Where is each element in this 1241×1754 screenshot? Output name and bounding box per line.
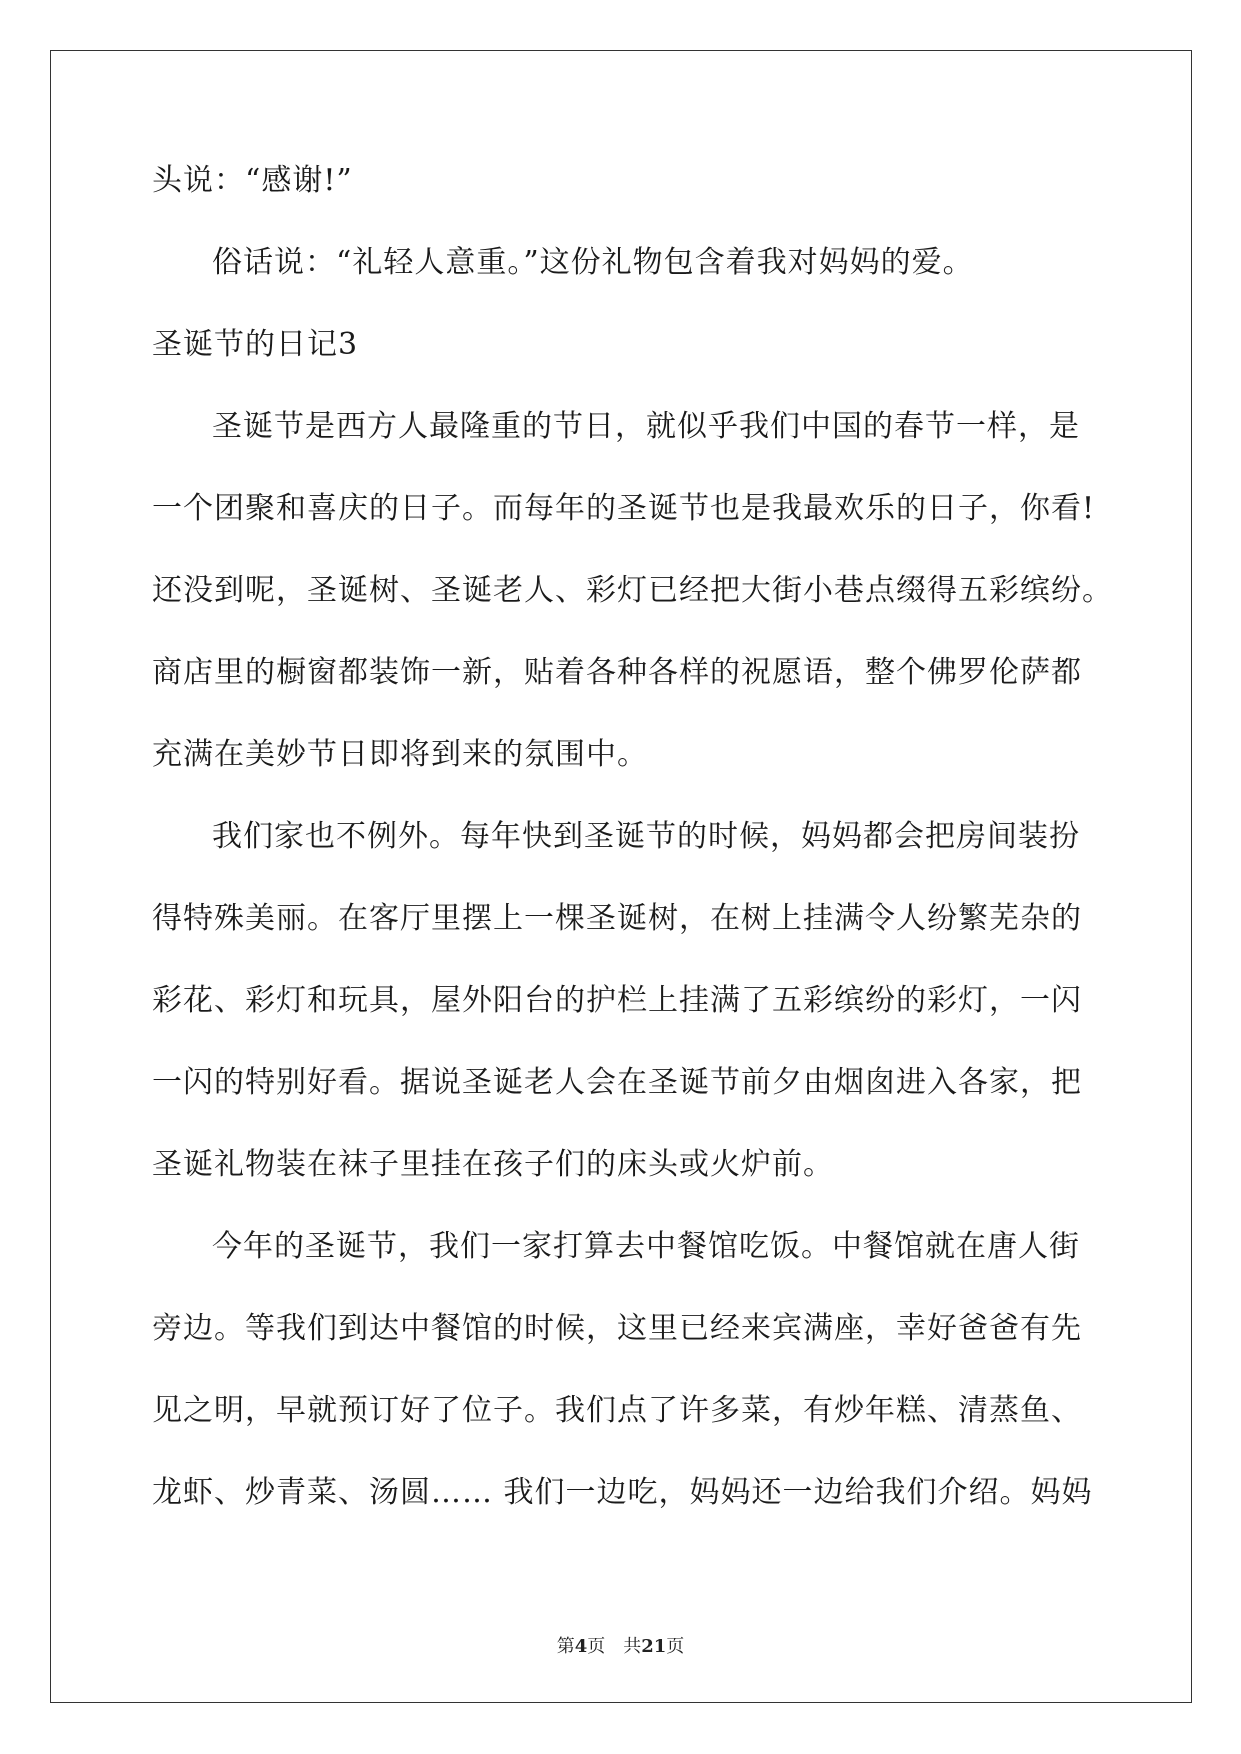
text-line: 一闪的特别好看。据说圣诞老人会在圣诞节前夕由烟囱进入各家，把 [152, 1065, 1082, 1100]
footer-suffix: 页 [666, 1636, 685, 1657]
text-line: 圣诞节是西方人最隆重的节日，就似乎我们中国的春节一样，是 [212, 409, 1080, 444]
footer-prefix: 第 [556, 1636, 575, 1657]
text-line: 旁边。等我们到达中餐馆的时候，这里已经来宾满座，幸好爸爸有先 [152, 1311, 1082, 1346]
text-line: 龙虾、炒青菜、汤圆…… 我们一边吃，妈妈还一边给我们介绍。妈妈 [152, 1475, 1093, 1510]
text-line: 我们家也不例外。每年快到圣诞节的时候，妈妈都会把房间装扮 [212, 819, 1080, 854]
document-body [152, 163, 1113, 1558]
text-line: 得特殊美丽。在客厅里摆上一棵圣诞树，在树上挂满令人纷繁芜杂的 [152, 901, 1082, 936]
section-heading: 圣诞节的日记3 [152, 327, 359, 362]
text-line: 充满在美妙节日即将到来的氛围中。 [152, 737, 648, 772]
text-line: 俗话说：“礼轻人意重。”这份礼物包含着我对妈妈的爱。 [212, 245, 974, 280]
text-line: 圣诞礼物装在袜子里挂在孩子们的床头或火炉前。 [152, 1147, 834, 1182]
text-line: 今年的圣诞节，我们一家打算去中餐馆吃饭。中餐馆就在唐人街 [212, 1229, 1080, 1264]
text-line: 一个团聚和喜庆的日子。而每年的圣诞节也是我最欢乐的日子，你看! [152, 491, 1096, 526]
footer-mid: 页 共 [587, 1636, 642, 1657]
page-footer [0, 1632, 1241, 1658]
text-line: 头说：“感谢!” [152, 163, 353, 198]
footer-total-pages: 21 [641, 1636, 667, 1657]
text-line: 见之明，早就预订好了位子。我们点了许多菜，有炒年糕、清蒸鱼、 [152, 1393, 1082, 1428]
text-line: 彩花、彩灯和玩具，屋外阳台的护栏上挂满了五彩缤纷的彩灯，一闪 [152, 983, 1082, 1018]
text-line: 还没到呢，圣诞树、圣诞老人、彩灯已经把大街小巷点缀得五彩缤纷。 [152, 573, 1113, 608]
text-line: 商店里的橱窗都装饰一新，贴着各种各样的祝愿语，整个佛罗伦萨都 [152, 655, 1082, 690]
footer-page-number: 4 [574, 1636, 588, 1657]
